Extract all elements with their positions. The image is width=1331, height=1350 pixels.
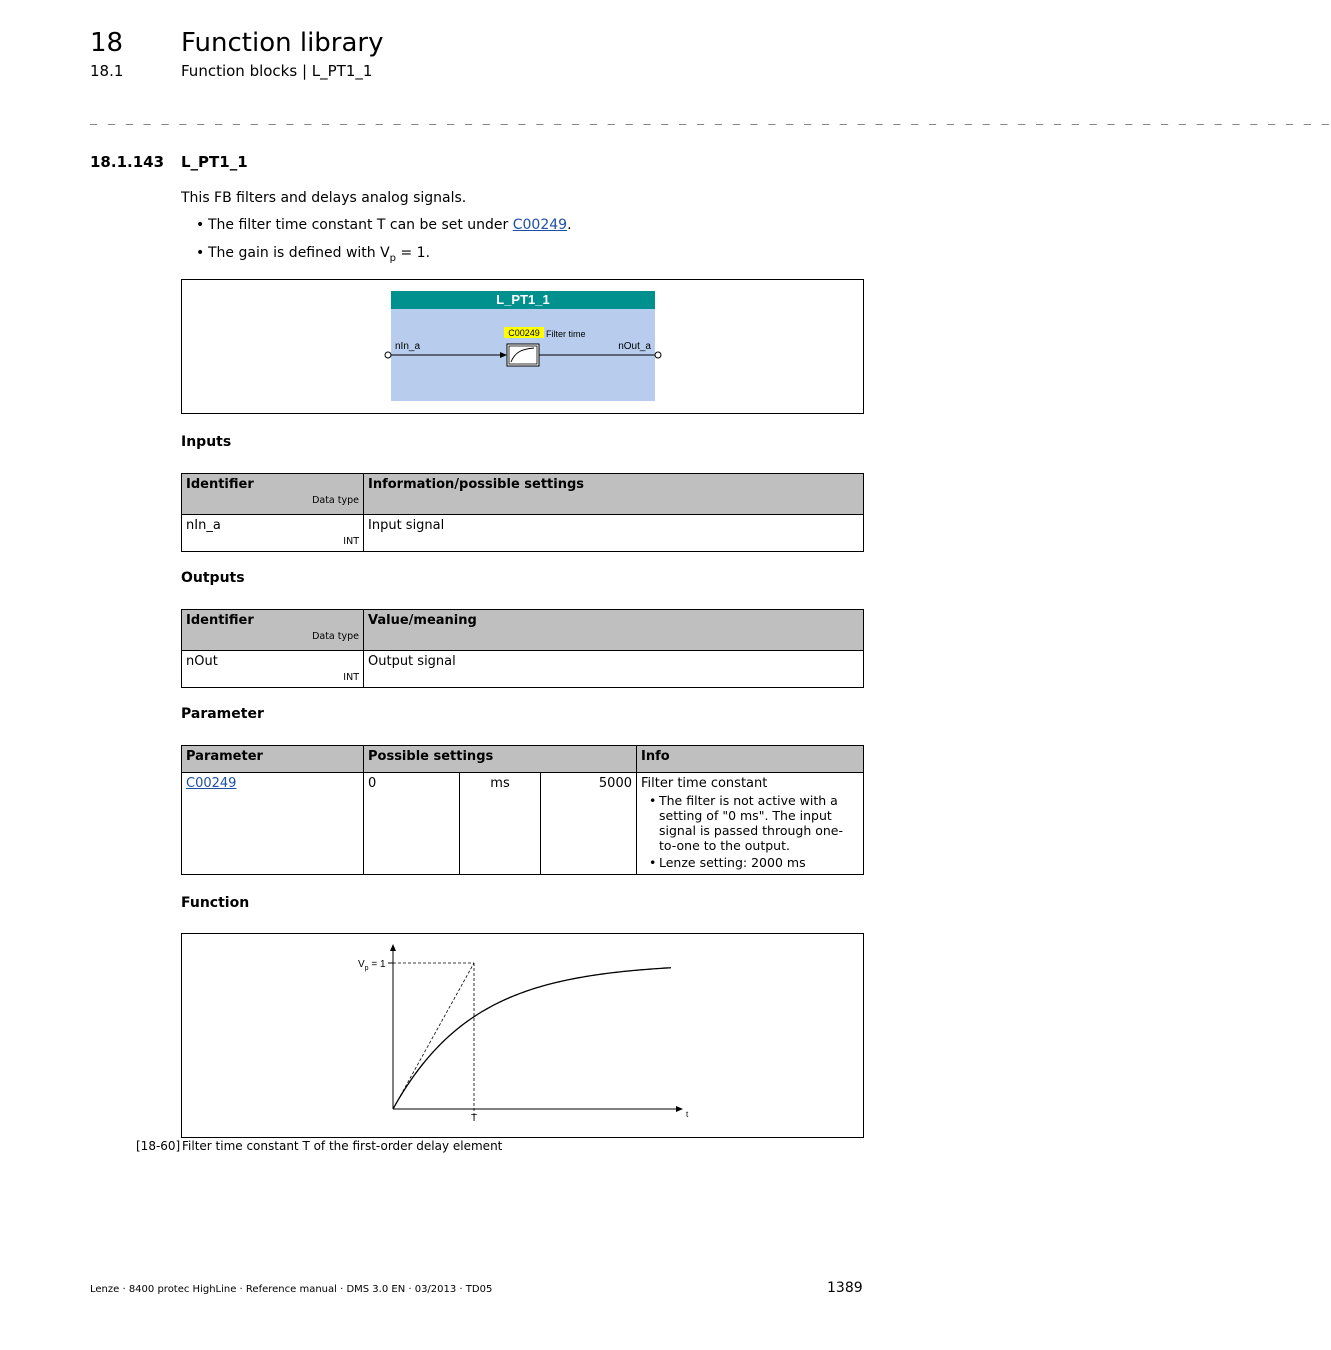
param-info	[637, 773, 864, 875]
x-axis-arrow	[676, 1106, 683, 1112]
bullet-filter-time: The filter time constant T can be set under C00249.	[208, 217, 572, 233]
response-curve	[393, 968, 671, 1109]
param-max: 5000	[541, 773, 637, 875]
subsection-title: L_PT1_1	[181, 153, 248, 171]
figure-number: [18-60]	[136, 1139, 181, 1153]
block-diagram-frame	[181, 279, 864, 414]
outputs-heading: Outputs	[181, 570, 245, 586]
inputs-table	[181, 473, 864, 552]
pt1-element	[507, 344, 539, 366]
y-axis-arrow	[390, 944, 396, 951]
section-number: 18.1	[90, 62, 124, 80]
output-info: Output signal	[364, 651, 864, 688]
t-label: T	[470, 1113, 478, 1124]
outputs-col-value: Value/meaning	[364, 610, 864, 651]
output-identifier: nOut INT	[182, 651, 364, 688]
parameter-table	[181, 745, 864, 875]
param-info-list	[641, 793, 859, 870]
table-row	[182, 515, 864, 552]
param-info-bullet: • The filter is not active with a setting of "0 ms". The input signal is passed through one-to-one to the output.	[641, 793, 859, 853]
block-title: L_PT1_1	[496, 292, 550, 307]
input-port	[385, 352, 391, 358]
x-axis-label: t	[686, 1110, 689, 1119]
section-title: Function blocks | L_PT1_1	[181, 62, 373, 80]
chapter-title: Function library	[181, 28, 384, 58]
parameter-heading: Parameter	[181, 706, 264, 722]
table-row	[182, 773, 864, 875]
page-number: 1389	[827, 1280, 863, 1296]
function-diagram	[182, 934, 863, 1137]
param-min: 0	[364, 773, 460, 875]
table-row	[182, 651, 864, 688]
figure-caption: Filter time constant T of the first-order delay element	[182, 1139, 503, 1153]
param-col-parameter: Parameter	[182, 746, 364, 773]
block-diagram	[182, 280, 863, 413]
input-identifier: nIn_a INT	[182, 515, 364, 552]
input-label: nIn_a	[395, 341, 421, 352]
y-axis-label: $V_p = 1$	[358, 959, 386, 972]
param-info-title: Filter time constant	[641, 776, 768, 791]
header-divider: _ _ _ _ _ _ _ _ _ _ _ _ _ _ _ _ _ _ _ _ _ _ _ _ _ _ _ _ _ _ _ _ _ _ _ _ _ _ _ _ _ _ _ _ _ _ _ _ _ _ _ _ _ _ _ _ _ _ _ _ _ _ _ _ _ _ _ _ _ _	[90, 111, 1331, 125]
inputs-col-info: Information/possible settings	[364, 474, 864, 515]
intro-text: This FB filters and delays analog signals.	[181, 190, 467, 206]
bullet-dot: •	[196, 217, 205, 233]
chapter-number: 18	[90, 28, 124, 58]
outputs-table	[181, 609, 864, 688]
tangent-line	[393, 963, 474, 1109]
param-col-settings: Possible settings	[364, 746, 637, 773]
param-label: Filter time	[546, 329, 586, 339]
param-col-info: Info	[637, 746, 864, 773]
inputs-heading: Inputs	[181, 434, 232, 450]
param-code: C00249	[508, 328, 540, 338]
param-unit: ms	[460, 773, 541, 875]
param-info-bullet: • Lenze setting: 2000 ms	[641, 855, 859, 870]
bullet-dot: •	[196, 245, 205, 261]
subsection-number: 18.1.143	[90, 153, 165, 171]
bullet-gain: The gain is defined with $V_p = 1$.	[208, 245, 431, 264]
param-code-cell	[182, 773, 364, 875]
output-port	[655, 352, 661, 358]
input-info: Input signal	[364, 515, 864, 552]
outputs-col-identifier: Identifier Data type	[182, 610, 364, 651]
c00249-param-link[interactable]: C00249	[186, 776, 237, 791]
function-diagram-frame	[181, 933, 864, 1138]
inputs-col-identifier: Identifier Data type	[182, 474, 364, 515]
c00249-link[interactable]: C00249	[512, 217, 568, 233]
function-heading: Function	[181, 895, 250, 911]
footer-document-info: Lenze · 8400 protec HighLine · Reference manual · DMS 3.0 EN · 03/2013 · TD05	[90, 1284, 493, 1295]
output-label: nOut_a	[618, 341, 651, 352]
